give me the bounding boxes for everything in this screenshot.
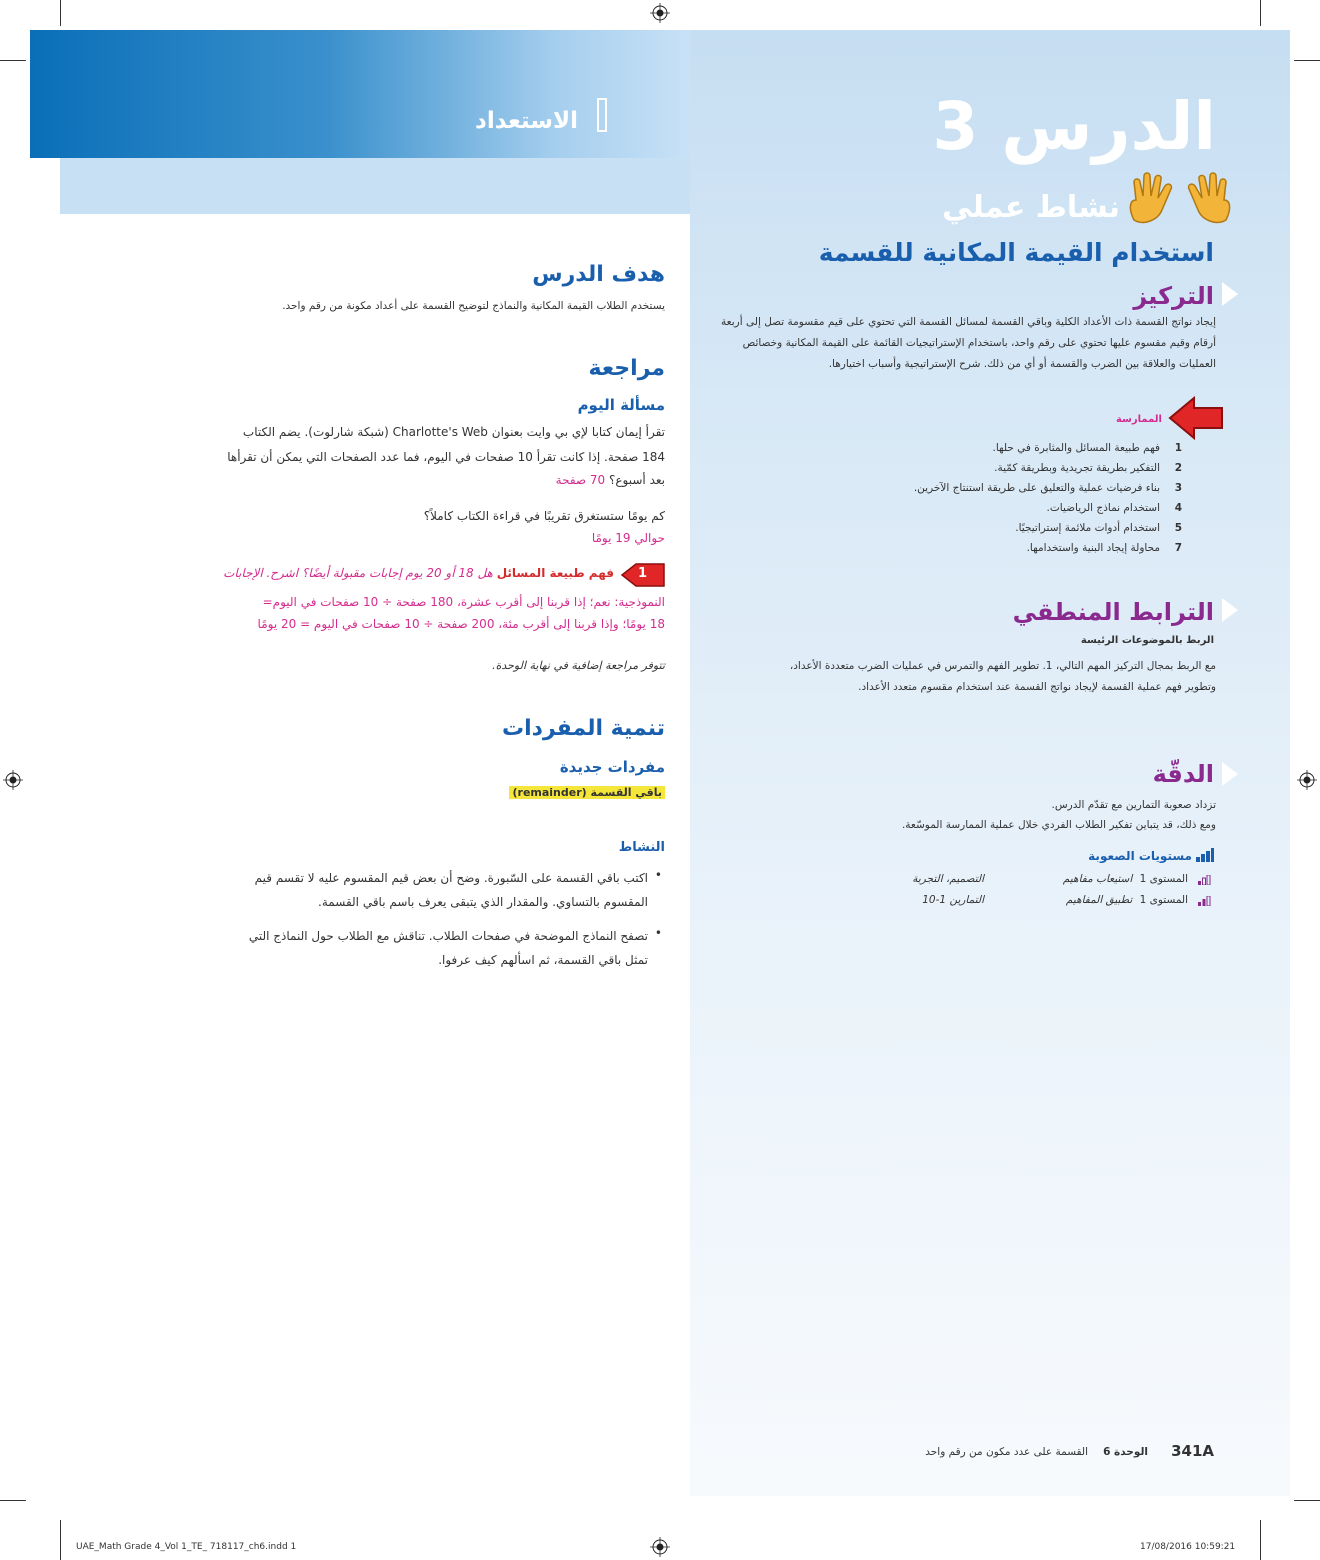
practice-item-text: التفكير بطريقة تجريدية وبطريقة كمّية.	[994, 462, 1160, 474]
section-arrow-icon	[1222, 282, 1238, 306]
bullet-icon: •	[654, 926, 662, 940]
review-note: تتوفر مراجعة إضافية في نهاية الوحدة.	[492, 659, 665, 672]
coherence-line: وتطوير فهم عملية القسمة لإيجاد نواتج القسمة عند استخدام مقسوم متعدد الأعداد.	[858, 681, 1216, 693]
level-name: تطبيق المفاهيم	[1065, 894, 1133, 906]
problem-line: 184 صفحة. إذا كانت تقرأ 10 صفحات في اليوم، فما عدد الصفحات التي يمكن أن تقرأها	[227, 450, 665, 464]
practice-item-num: 2	[1174, 462, 1182, 474]
level-detail: التمارين 1-10	[922, 894, 984, 906]
print-file-name: UAE_Math Grade 4_Vol 1_TE_ 718117_ch6.indd 1	[76, 1542, 297, 1552]
mp-text: هل 18 أو 20 يوم إجابات مقبولة أيضًا؟ اشرح. الإجابات	[223, 566, 493, 580]
crop-mark	[0, 60, 26, 61]
registration-mark-icon	[650, 3, 670, 23]
review-title: مراجعة	[588, 356, 665, 381]
unit-label: الوحدة 6	[1103, 1446, 1148, 1458]
crop-mark	[1294, 60, 1320, 61]
objective-body: يستخدم الطلاب القيمة المكانية والنماذج لتوضيح القسمة على أعداد مكونة من رقم واحد.	[282, 300, 665, 312]
levels-title: مستويات الصعوبة	[1088, 849, 1192, 863]
rigor-line: تزداد صعوبة التمارين مع تقدّم الدرس.	[1051, 799, 1216, 811]
crop-mark	[0, 1500, 26, 1501]
problem-line: بعد أسبوع؟	[609, 473, 665, 487]
focus-title: التركيز	[1133, 282, 1214, 310]
practice-item-num: 5	[1174, 522, 1182, 534]
print-date: 17/08/2016 10:59:21	[1140, 1542, 1236, 1552]
levels-bars-icon	[1196, 848, 1214, 862]
activity-line: اكتب باقي القسمة على السّبورة. وضح أن بعض قيم المقسوم عليه لا تقسم قيم	[254, 871, 648, 885]
section-arrow-icon	[1222, 762, 1238, 786]
practice-item-num: 7	[1174, 542, 1182, 554]
vocab-term: باقي القسمة (remainder)	[509, 786, 665, 799]
mp-line-2: النموذجية: نعم؛ إذا قربنا إلى أقرب عشرة، 180 صفحة ÷ 10 صفحات في اليوم=	[262, 595, 665, 609]
practice-item	[1027, 542, 1182, 554]
hands-icon	[1124, 170, 1236, 226]
lesson-title: الدرس 3	[932, 88, 1216, 165]
activity-line: تمثل باقي القسمة، ثم اسألهم كيف عرفوا.	[438, 953, 648, 967]
level-label: المستوى 1	[1139, 894, 1188, 906]
level-row	[1063, 873, 1188, 885]
rigor-title: الدقّة	[1152, 760, 1214, 788]
practice-item	[1047, 502, 1182, 514]
activity-line: المقسوم بالتساوي. والمقدار الذي يتبقى يعرف باسم باقي القسمة.	[318, 895, 648, 909]
coherence-line: مع الربط بمجال التركيز المهم التالي، 1. تطوير الفهم والتمرس في عمليات الضرب متعددة الأعداد،	[789, 660, 1216, 672]
crop-mark	[1294, 1500, 1320, 1501]
activity-title: النشاط	[618, 840, 665, 855]
mp-label: فهم طبيعة المسائل	[496, 566, 614, 580]
level-name: استيعاب مفاهيم	[1062, 873, 1133, 885]
level-label: المستوى 1	[1139, 873, 1188, 885]
crop-mark	[1260, 1520, 1261, 1560]
mp-line-3: 18 يومًا؛ وإذا قربنا إلى أقرب مئة، 200 صفحة ÷ 10 صفحات في اليوم = 20 يومًا	[257, 617, 665, 631]
level-1-icon	[1198, 875, 1212, 885]
answer-1: 70 صفحة	[555, 473, 606, 487]
activity-label: نشاط عملي	[942, 190, 1120, 225]
main-title: استخدام القيمة المكانية للقسمة	[818, 238, 1214, 267]
answer-2: حوالي 19 يومًا	[591, 531, 665, 545]
header-subband	[60, 158, 690, 214]
prep-divider	[597, 98, 607, 132]
practice-item-text: بناء فرضيات عملية والتعليق على طريقة استنتاج الآخرين.	[913, 482, 1160, 494]
unit-title: القسمة على عدد مكون من رقم واحد	[925, 1446, 1088, 1458]
registration-mark-icon	[3, 770, 23, 790]
section-arrow-icon	[674, 256, 690, 288]
objective-title: هدف الدرس	[532, 262, 665, 287]
practice-item-text: محاولة إيجاد البنية واستخدامها.	[1026, 542, 1160, 554]
page-number: 341A	[1171, 1442, 1214, 1460]
practice-item	[1015, 522, 1182, 534]
header-band	[30, 30, 690, 158]
bullet-icon: •	[654, 868, 662, 882]
coherence-sub: الربط بالموضوعات الرئيسة	[1080, 635, 1214, 646]
problem-title: مسألة اليوم	[577, 396, 665, 414]
crop-mark	[60, 1520, 61, 1560]
registration-mark-icon	[650, 1537, 670, 1557]
rigor-line: ومع ذلك، قد يتباين تفكير الطلاب الفردي خلال عملية الممارسة الموسّعة.	[901, 819, 1216, 831]
problem-line: تقرأ إيمان كتابا لإي بي وايت بعنوان Charlotte's Web (شبكة شارلوت). يضم الكتاب	[242, 425, 665, 439]
practice-item-text: استخدام نماذج الرياضيات.	[1046, 502, 1160, 514]
practice-arrow-icon	[1168, 396, 1224, 440]
vocab-title: تنمية المفردات	[502, 716, 665, 741]
practice-item	[992, 442, 1182, 454]
prep-title: الاستعداد	[475, 108, 578, 134]
level-detail: التصميم، التجربة	[912, 873, 984, 885]
mp-line-1	[223, 566, 614, 580]
level-row	[1066, 894, 1188, 906]
new-vocab-title: مفردات جديدة	[559, 758, 665, 776]
practice-item-num: 4	[1174, 502, 1182, 514]
practice-item-text: استخدام أدوات ملائمة إستراتيجيًا.	[1015, 522, 1160, 534]
registration-mark-icon	[1297, 770, 1317, 790]
practice-item-text: فهم طبيعة المسائل والمثابرة في حلها.	[992, 442, 1160, 454]
section-arrow-icon	[1222, 598, 1238, 622]
crop-mark	[1260, 0, 1261, 26]
focus-body: إيجاد نواتج القسمة ذات الأعداد الكلية وباقي القسمة لمسائل القسمة التي تحتوي على قيم مقسومة تصل إلى أربعة أرقام وقيم مقسوم عليها تحتوي على رقم واحد، باستخدام الإستراتيجيات القائمة على القيمة المكانية وخصائص العمليات والعلاقة بين الضرب والقسمة أو أي من ذلك. شرح الإستراتيجية وأسباب اختيارها.	[721, 316, 1216, 370]
problem-line-3	[165, 468, 665, 493]
practice-item-num: 1	[1174, 442, 1182, 454]
practice-item-num: 3	[1174, 482, 1182, 494]
practice-label: الممارسة	[1115, 414, 1162, 425]
crop-mark	[60, 0, 61, 26]
activity-line: تصفح النماذج الموضحة في صفحات الطلاب. تناقش مع الطلاب حول النماذج التي	[248, 929, 648, 943]
level-2-icon	[1198, 896, 1212, 906]
mp-badge-num: 1	[638, 566, 648, 581]
practice-item	[914, 482, 1182, 494]
question-2: كم يومًا ستستغرق تقريبًا في قراءة الكتاب كاملاً؟	[423, 509, 665, 523]
practice-item	[994, 462, 1182, 474]
coherence-title: الترابط المنطقي	[1012, 598, 1214, 626]
